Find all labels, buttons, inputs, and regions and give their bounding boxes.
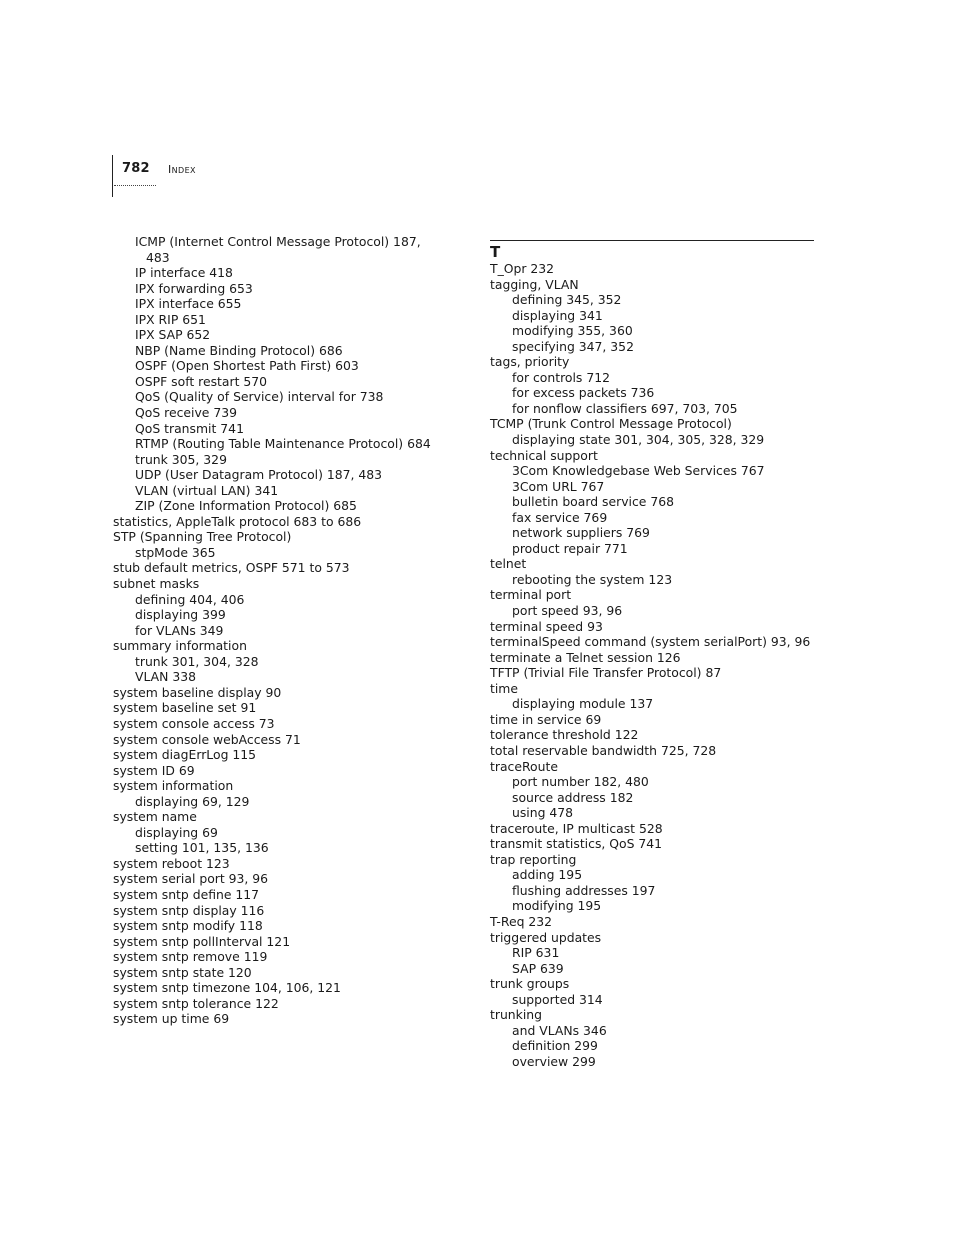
index-entry: terminate a Telnet session 126	[490, 649, 681, 665]
index-subentry: 3Com Knowledgebase Web Services 767	[512, 463, 765, 479]
index-subentry: stpMode 365	[135, 544, 216, 560]
index-subentry: bulletin board service 768	[512, 494, 675, 510]
header-rule-vertical	[112, 155, 113, 197]
index-subentry: trunk 305, 329	[135, 451, 227, 467]
index-subentry: for excess packets 736	[512, 385, 655, 401]
index-subentry: port number 182, 480	[512, 774, 649, 790]
index-entry: system information	[113, 778, 234, 794]
index-subentry: source address 182	[512, 789, 634, 805]
index-entry: system up time 69	[113, 1011, 230, 1027]
index-subentry: and VLANs 346	[512, 1022, 607, 1038]
page-number: 782	[122, 161, 150, 176]
index-subentry: RIP 631	[512, 945, 560, 961]
index-subentry: for VLANs 349	[135, 622, 224, 638]
index-entry: traceroute, IP multicast 528	[490, 820, 663, 836]
index-entry: system sntp display 116	[113, 902, 265, 918]
index-subentry: VLAN 338	[135, 669, 196, 685]
index-subentry: definition 299	[512, 1038, 598, 1054]
index-entry: tagging, VLAN	[490, 276, 579, 292]
index-subentry: port speed 93, 96	[512, 603, 623, 619]
index-column-left	[113, 234, 453, 1027]
index-entry: trunk groups	[490, 976, 570, 992]
index-entry: system serial port 93, 96	[113, 871, 269, 887]
index-subentry: overview 299	[512, 1053, 596, 1069]
index-entries-t	[490, 261, 820, 1069]
index-entry: trunking	[490, 1007, 542, 1023]
index-subentry: IP interface 418	[135, 265, 233, 281]
index-subentry: setting 101, 135, 136	[135, 840, 269, 856]
index-entry: terminal port	[490, 587, 572, 603]
index-subentry: for controls 712	[512, 369, 610, 385]
index-subentry: 3Com URL 767	[512, 478, 605, 494]
index-subentry: specifying 347, 352	[512, 338, 634, 354]
index-entry: system console webAccess 71	[113, 731, 301, 747]
index-subentry: modifying 195	[512, 898, 602, 914]
index-subentry: displaying state 301, 304, 305, 328, 329	[512, 432, 765, 448]
index-entry: telnet	[490, 556, 527, 572]
index-entry: system ID 69	[113, 762, 195, 778]
index-subentry: OSPF soft restart 570	[135, 373, 268, 389]
index-entry: terminal speed 93	[490, 618, 603, 634]
index-subentry: displaying 341	[512, 307, 603, 323]
index-entry: system sntp define 117	[113, 886, 260, 902]
index-subentry: NBP (Name Binding Protocol) 686	[135, 342, 343, 358]
index-subentry: ZIP (Zone Information Protocol) 685	[135, 498, 357, 514]
index-entry: terminalSpeed command (system serialPort) 93, 96	[490, 634, 811, 650]
index-entry: system sntp pollInterval 121	[113, 933, 291, 949]
index-subentry: for nonflow classifiers 697, 703, 705	[512, 400, 738, 416]
index-entry: T_Opr 232	[490, 261, 555, 276]
header-rule-dotted	[114, 185, 156, 190]
index-subentry: displaying 399	[135, 607, 226, 623]
index-subentry: RTMP (Routing Table Maintenance Protocol) 684	[135, 436, 431, 452]
index-entry: system reboot 123	[113, 855, 230, 871]
index-subentry: displaying 69, 129	[135, 793, 250, 809]
index-entry: triggered updates	[490, 929, 602, 945]
index-entry: system console access 73	[113, 715, 275, 731]
index-subentry: QoS (Quality of Service) interval for 738	[135, 389, 384, 405]
index-subentry: flushing addresses 197	[512, 882, 656, 898]
index-entry: traceRoute	[490, 758, 558, 774]
index-subentry: IPX interface 655	[135, 296, 242, 312]
index-subentry: displaying 69	[135, 824, 218, 840]
index-entry: system diagErrLog 115	[113, 747, 257, 763]
index-entry: TFTP (Trivial File Transfer Protocol) 87	[490, 665, 722, 681]
index-subentry: modifying 355, 360	[512, 323, 633, 339]
index-entry: system sntp state 120	[113, 964, 252, 980]
index-entry: total reservable bandwidth 725, 728	[490, 742, 717, 758]
index-entry: transmit statistics, QoS 741	[490, 836, 663, 852]
index-entry: system sntp modify 118	[113, 918, 263, 934]
index-entry: time	[490, 680, 518, 696]
index-subentry: product repair 771	[512, 540, 628, 556]
index-subentry: IPX SAP 652	[135, 327, 211, 343]
index-entry: system sntp tolerance 122	[113, 995, 279, 1011]
index-subentry: VLAN (virtual LAN) 341	[135, 482, 279, 498]
index-subentry: ICMP (Internet Control Message Protocol) 187,	[135, 234, 421, 249]
index-entry: system name	[113, 809, 197, 825]
index-entry: system sntp remove 119	[113, 949, 268, 965]
index-entry: time in service 69	[490, 711, 602, 727]
index-subentry: 483	[146, 249, 170, 265]
index-entry: STP (Spanning Tree Protocol)	[113, 529, 292, 545]
index-entry: stub default metrics, OSPF 571 to 573	[113, 560, 350, 576]
index-entry: statistics, AppleTalk protocol 683 to 686	[113, 513, 362, 529]
index-subentry: using 478	[512, 805, 574, 821]
index-subentry: QoS receive 739	[135, 405, 238, 421]
index-subentry: UDP (User Datagram Protocol) 187, 483	[135, 467, 383, 483]
index-entry: subnet masks	[113, 576, 200, 592]
index-entry: trap reporting	[490, 851, 577, 867]
index-subentry: displaying module 137	[512, 696, 654, 712]
section-rule	[490, 240, 814, 241]
index-subentry: trunk 301, 304, 328	[135, 653, 259, 669]
index-subentry: network suppliers 769	[512, 525, 650, 541]
index-subentry: IPX RIP 651	[135, 311, 206, 327]
index-entry: technical support	[490, 447, 598, 463]
index-entry: system baseline display 90	[113, 684, 282, 700]
index-entry: T-Req 232	[490, 913, 553, 929]
index-subentry: defining 404, 406	[135, 591, 245, 607]
running-head: Index	[168, 163, 196, 176]
index-entry: system baseline set 91	[113, 700, 257, 716]
index-entry: system sntp timezone 104, 106, 121	[113, 980, 341, 996]
index-entry: tags, priority	[490, 354, 570, 370]
index-subentry: fax service 769	[512, 509, 608, 525]
index-subentry: SAP 639	[512, 960, 564, 976]
index-subentry: OSPF (Open Shortest Path First) 603	[135, 358, 359, 374]
index-entry: TCMP (Trunk Control Message Protocol)	[490, 416, 732, 432]
index-subentry: QoS transmit 741	[135, 420, 244, 436]
index-subentry: defining 345, 352	[512, 292, 622, 308]
section-letter: T	[490, 243, 501, 261]
index-subentry: supported 314	[512, 991, 603, 1007]
index-subentry: rebooting the system 123	[512, 571, 673, 587]
index-subentry: IPX forwarding 653	[135, 280, 253, 296]
index-entry: summary information	[113, 638, 247, 654]
index-subentry: adding 195	[512, 867, 583, 883]
index-entry: tolerance threshold 122	[490, 727, 639, 743]
page-header	[112, 155, 312, 197]
index-column-right	[490, 234, 820, 1069]
